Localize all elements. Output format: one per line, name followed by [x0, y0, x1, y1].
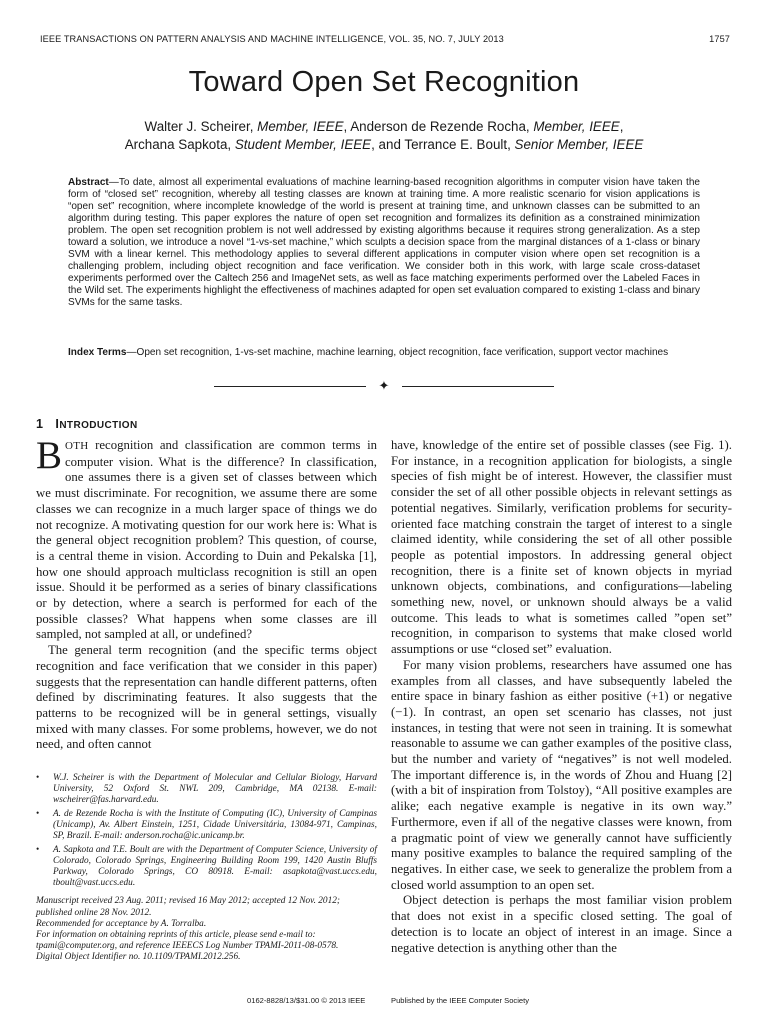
divider-line-left — [214, 386, 366, 387]
section-number: 1 — [36, 417, 44, 431]
manuscript-dates: Manuscript received 23 Aug. 2011; revised 16 May 2012; accepted 12 Nov. 2012; published online 28 Nov. 2012. — [36, 896, 340, 918]
author-name: Archana Sapkota, — [124, 137, 235, 152]
drop-cap: B — [36, 434, 63, 477]
bullet-icon: • — [36, 773, 40, 783]
footnotes — [36, 773, 377, 963]
section-heading — [36, 417, 138, 431]
bullet-icon: • — [36, 809, 40, 820]
paragraph: For many vision problems, researchers have assumed one has examples from all classes, and have subsequently labeled the entire space in binary fashion as either positive (+1) or negative (−1). In contrast, an open set scenario has classes, not just instances, in testing that were not seen in training. It is somewhat reasonable to assume we can gather examples of the positive class, but the number and variety of “negatives” is not well modeled. The important difference is, in the words of Zhou and Huang [2] (with a bit of inspiration from Tolstoy), “All positive examples are alike; each negative example is negative in its own way.” Furthermore, even if all of the negative classes were known, from a pragmatic point of view we generally cannot have sufficiently many positive examples to balance the required sampling of the negatives. In either case, we seek to generalize the problem from a closed world assumption to an open set. — [391, 657, 732, 892]
paragraph-text: recognition and classification are common terms in computer vision. What is the difference? In classification, one assumes there is a given set of classes between which we must discriminate. For recognition, we assume there are some classes we can recognize in a much larger space of things we do not recognize. A motivating question for our work here is: What is the general object recognition problem? This question, of course, is a central theme in vision. According to Duin and Pekalska [1], how one should approach multiclass recognition is still an open issue. Should it be performed as a series of binary classifications or by detection, where a search is performed for each of the possible classes? What happens when some classes are ill sampled, not sampled at all, or undefined? — [36, 438, 377, 642]
author-line-2 — [0, 136, 768, 154]
section-title-initial: I — [55, 417, 60, 431]
author-org: IEEE — [313, 119, 344, 134]
author-role: Member — [533, 119, 582, 134]
publisher-notice: Published by the IEEE Computer Society — [391, 996, 530, 1005]
reprints-info: For information on obtaining reprints of this article, please send e-mail to: tpami@computer.org, and reference IEEECS Log Number TPAMI-2011-08-0578. — [36, 929, 339, 951]
author-role: Member — [257, 119, 306, 134]
recommended-by: Recommended for acceptance by A. Torralba. — [36, 918, 207, 929]
author-role-sep: , — [605, 137, 613, 152]
author-role: Senior Member — [514, 137, 606, 152]
abstract — [68, 177, 700, 310]
paragraph: have, knowledge of the entire set of possible classes (see Fig. 1). For instance, in a recognition application for biologists, a single species of fish might be of interest. However, the classifier must consider the set of all other possible objects in relevant settings as potential negatives. Similarly, verification problems for security-oriented face matching constrain the target of interest to a single claimed identity, while considering the set of all other possible people as potential impostors. In addressing general object recognition, there is a finite set of known objects in myriad unknown objects, combinations, and configurations—labeling something new, novel, or unknown should always be a valid outcome. This leads to what is sometimes called ”open set” recognition, in comparison to systems that make closed world assumptions or use “closed set” evaluation. — [391, 438, 732, 657]
author-role-sep: , — [333, 137, 341, 152]
author-line-1 — [0, 118, 768, 136]
divider-line-right — [402, 386, 554, 387]
bullet-icon: • — [36, 845, 40, 856]
index-terms — [68, 346, 700, 360]
journal-name: IEEE TRANSACTIONS ON PATTERN ANALYSIS AND MACHINE INTELLIGENCE, VOL. 35, NO. 7, JULY 2013 — [40, 34, 504, 44]
paragraph — [36, 434, 377, 643]
author-sep: , — [619, 119, 624, 134]
index-terms-text: —Open set recognition, 1-vs-set machine, machine learning, object recognition, face verification, support vector machines — [126, 347, 669, 358]
footnote-affiliation: • A. de Rezende Rocha is with the Institute of Computing (IC), University of Campinas (Unicamp), Av. Albert Einstein, 1251, Cidade Universitária, 13084-971, Campinas, SP, Brazil. E-mail: anderson.rocha@ic.unicamp.br. — [36, 809, 377, 842]
abstract-label: Abstract — [68, 177, 109, 188]
section-divider — [214, 380, 554, 392]
divider-diamond-icon: ✦ — [378, 378, 390, 393]
drop-cap-rest: OTH — [65, 440, 89, 452]
paper-title: Toward Open Set Recognition — [188, 66, 580, 98]
author-name: , and Terrance E. Boult, — [371, 137, 515, 152]
page-number: 1757 — [709, 34, 730, 44]
doi: Digital Object Identifier no. 10.1109/TPAMI.2012.256. — [36, 951, 241, 962]
right-column — [391, 438, 732, 956]
running-header — [40, 34, 730, 48]
author-list — [0, 118, 768, 154]
copyright-notice: 0162-8828/13/$31.00 © 2013 IEEE — [247, 996, 366, 1005]
index-terms-label: Index Terms — [68, 347, 127, 358]
author-role-sep: , — [305, 119, 313, 134]
footnote-affiliation: • W.J. Scheirer is with the Department of Molecular and Cellular Biology, Harvard University, 52 Oxford St. NWL 209, Cambridge, MA 02138. E-mail: wscheirer@fas.harvard.edu. — [36, 773, 377, 806]
abstract-text: —To date, almost all experimental evaluations of machine learning-based recognition algorithms in computer vision have taken the form of “closed set” recognition, whereby all testing classes are known at training time. A more realistic scenario for vision applications is “open set” recognition, where incomplete knowledge of the world is present at training time, and unknown classes can be submitted to an algorithm during testing. This paper explores the nature of open set recognition and formalizes its definition as a constrained minimization problem. The open set recognition problem is not well addressed by existing algorithms because it requires strong generalization. As a step toward a solution, we introduce a novel “1-vs-set machine,” which sculpts a decision space from the marginal distances of a 1-class or binary SVM with a linear kernel. This methodology applies to several different applications in computer vision where open set recognition is a challenging problem, including object recognition and face verification. We consider both in this work, with large scale cross-dataset experiments performed over the Caltech 256 and ImageNet sets, as well as face matching experiments performed over the Labeled Faces in the Wild set. The experiments highlight the effectiveness of machines adapted for open set evaluation compared to existing 1-class and binary SVMs for the same tasks. — [68, 177, 700, 309]
author-org: IEEE — [612, 137, 644, 152]
author-org: IEEE — [340, 137, 372, 152]
author-role-sep: , — [581, 119, 590, 134]
paragraph: The general term recognition (and the specific terms object recognition and face verification that we consider in this paper) suggests that the representation can handle different patterns, often defined by discriminating features. It also suggests that the patterns to be recognized will be in general settings, visually mixed with many classes. For some problems, however, we do not need, and often cannot — [36, 643, 377, 752]
author-org: IEEE — [589, 119, 620, 134]
left-column — [36, 434, 377, 753]
author-role: Student Member — [234, 137, 334, 152]
footnote-affiliation: • A. Sapkota and T.E. Boult are with the Department of Computer Science, University of Colorado, Colorado Springs, Engineering Building Room 199, 1420 Austin Bluffs Parkway, Colorado Springs, CO 80918. E-mail: asapkota@vast.uccs.edu, tboult@vast.uccs.edu. — [36, 845, 377, 889]
author-name: Walter J. Scheirer, — [144, 119, 258, 134]
section-title-rest: NTRODUCTION — [59, 420, 138, 431]
page-footer — [0, 996, 768, 1008]
paragraph: Object detection is perhaps the most familiar vision problem that does not exist in a specific closed setting. The goal of detection is to locate an object of interest in an image. Since a negative detection is anything other than the — [391, 893, 732, 955]
manuscript-info — [36, 896, 377, 962]
author-name: , Anderson de Rezende Rocha, — [343, 119, 534, 134]
